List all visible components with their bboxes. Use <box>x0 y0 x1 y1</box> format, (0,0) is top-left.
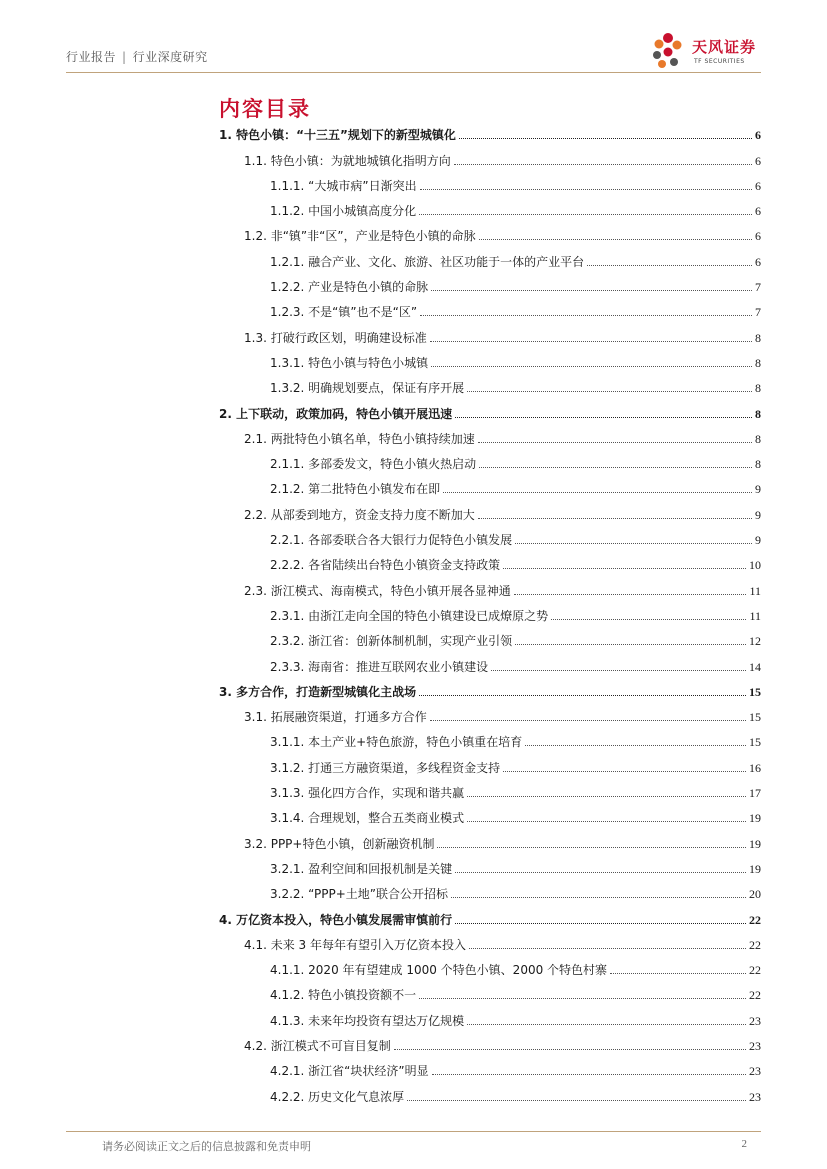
toc-entry-page: 22 <box>749 963 761 978</box>
toc-entry[interactable] <box>0 476 827 501</box>
toc-entry-label: 3.1. 拓展融资渠道，打通多方合作 <box>244 710 427 725</box>
toc-entry-label: 2.1.1. 多部委发文，特色小镇火热启动 <box>270 457 477 472</box>
toc-dot-leader <box>431 366 752 367</box>
toc-dot-leader <box>587 265 752 266</box>
toc-entry[interactable] <box>0 552 827 577</box>
toc-entry-label: 1. 特色小镇：“十三五”规划下的新型城镇化 <box>219 128 456 143</box>
toc-dot-leader <box>407 1100 746 1101</box>
toc-dot-leader <box>515 644 746 645</box>
toc-entry-label: 1.1. 特色小镇：为就地城镇化指明方向 <box>244 153 451 168</box>
toc-entry-label: 1.3.1. 特色小镇与特色小城镇 <box>270 355 429 370</box>
report-header <box>66 48 208 65</box>
toc-entry[interactable] <box>0 805 827 830</box>
toc-dot-leader <box>437 847 746 848</box>
header-rule <box>66 72 761 73</box>
toc-entry-label: 3.2.1. 盈利空间和回报机制是关键 <box>270 861 453 876</box>
toc-dot-leader <box>420 315 752 316</box>
toc-entry[interactable] <box>0 957 827 982</box>
toc-entry-page: 8 <box>755 406 761 421</box>
toc-entry[interactable] <box>0 780 827 805</box>
company-logo <box>648 30 768 74</box>
toc-dot-leader <box>394 1049 746 1050</box>
toc-entry-page: 11 <box>749 608 761 623</box>
toc-entry-label: 4.1.2. 特色小镇投资额不一 <box>270 988 417 1003</box>
toc-entry-page: 23 <box>749 1064 761 1079</box>
toc-entry-page: 17 <box>749 786 761 801</box>
toc-entry-label: 3.1.1. 本土产业+特色旅游，特色小镇重在培育 <box>270 735 523 750</box>
toc-entry[interactable] <box>0 173 827 198</box>
toc-entry-label: 4. 万亿资本投入，特色小镇发展需审慎前行 <box>219 912 453 927</box>
toc-entry[interactable] <box>0 830 827 855</box>
toc-entry[interactable] <box>0 603 827 628</box>
toc-dot-leader <box>478 442 752 443</box>
toc-entry-page: 19 <box>749 836 761 851</box>
toc-entry[interactable] <box>0 248 827 273</box>
toc-entry-label: 2.1. 两批特色小镇名单，特色小镇持续加速 <box>244 431 475 446</box>
toc-entry[interactable] <box>0 729 827 754</box>
toc-entry-label: 4.2.1. 浙江省“块状经济”明显 <box>270 1064 429 1079</box>
toc-dot-leader <box>479 239 752 240</box>
toc-entry-label: 2.2.2. 各省陆续出台特色小镇资金支持政策 <box>270 558 501 573</box>
toc-entry[interactable] <box>0 679 827 704</box>
toc-entry[interactable] <box>0 577 827 602</box>
toc-dot-leader <box>431 290 752 291</box>
logo-petal-icon <box>648 30 692 74</box>
toc-dot-leader <box>467 796 746 797</box>
toc-entry-label: 1.3. 打破行政区划，明确建设标准 <box>244 330 427 345</box>
logo-text-en: TF SECURITIES <box>694 58 745 65</box>
toc-entry-page: 6 <box>755 204 761 219</box>
toc-entry-label: 2.3.2. 浙江省：创新体制机制，实现产业引领 <box>270 634 513 649</box>
toc-entry[interactable] <box>0 1033 827 1058</box>
toc-entry-page: 6 <box>755 178 761 193</box>
toc-entry[interactable] <box>0 754 827 779</box>
toc-entry-label: 3.1.3. 强化四方合作，实现和谐共赢 <box>270 786 465 801</box>
toc-entry-label: 2.3.1. 由浙江走向全国的特色小镇建设已成燎原之势 <box>270 608 549 623</box>
toc-entry-page: 15 <box>749 735 761 750</box>
toc-entry-page: 8 <box>755 457 761 472</box>
toc-entry-label: 1.3.2. 明确规划要点，保证有序开展 <box>270 381 465 396</box>
toc-entry-page: 8 <box>755 381 761 396</box>
toc-entry-label: 2.3.3. 海南省：推进互联网农业小镇建设 <box>270 659 489 674</box>
toc-entry-page: 23 <box>749 1038 761 1053</box>
toc-dot-leader <box>430 720 746 721</box>
toc-entry[interactable] <box>0 198 827 223</box>
toc-entry[interactable] <box>0 147 827 172</box>
toc-entry-page: 15 <box>749 684 761 699</box>
toc-entry[interactable] <box>0 982 827 1007</box>
toc-entry-page: 8 <box>755 330 761 345</box>
toc-entry-page: 15 <box>749 710 761 725</box>
footer-disclaimer: 请务必阅读正文之后的信息披露和免责申明 <box>102 1140 311 1153</box>
toc-entry-page: 11 <box>749 583 761 598</box>
toc-entry-page: 6 <box>755 128 761 143</box>
table-of-contents <box>0 122 827 1109</box>
toc-entry-label: 1.2.2. 产业是特色小镇的命脉 <box>270 280 429 295</box>
toc-entry[interactable] <box>0 375 827 400</box>
toc-entry-label: 2.3. 浙江模式、海南模式，特色小镇开展各显神通 <box>244 583 511 598</box>
toc-entry-page: 9 <box>755 482 761 497</box>
toc-entry-label: 2.2. 从部委到地方，资金支持力度不断加大 <box>244 507 475 522</box>
toc-entry-page: 7 <box>755 280 761 295</box>
logo-text: 天风证券 <box>692 38 757 56</box>
toc-entry-label: 3.1.2. 打通三方融资渠道，多线程资金支持 <box>270 760 501 775</box>
toc-dot-leader <box>514 594 747 595</box>
toc-entry[interactable] <box>0 527 827 552</box>
toc-entry-page: 6 <box>755 229 761 244</box>
toc-entry[interactable] <box>0 122 827 147</box>
toc-entry-label: 2.2.1. 各部委联合各大银行力促特色小镇发展 <box>270 533 513 548</box>
toc-entry-page: 19 <box>749 811 761 826</box>
toc-entry[interactable] <box>0 1058 827 1083</box>
toc-dot-leader <box>469 948 746 949</box>
toc-entry-page: 10 <box>749 558 761 573</box>
toc-entry-page: 16 <box>749 760 761 775</box>
toc-entry-label: 3. 多方合作，打造新型城镇化主战场 <box>219 684 417 699</box>
toc-entry-page: 14 <box>749 659 761 674</box>
toc-entry-page: 6 <box>755 153 761 168</box>
toc-dot-leader <box>419 695 746 696</box>
toc-entry[interactable] <box>0 1083 827 1108</box>
toc-entry-page: 9 <box>755 533 761 548</box>
toc-entry-page: 23 <box>749 1013 761 1028</box>
toc-entry-label: 1.2.3. 不是“镇”也不是“区” <box>270 305 418 320</box>
footer-rule <box>66 1131 761 1132</box>
toc-dot-leader <box>551 619 746 620</box>
report-subcategory: 行业深度研究 <box>132 50 208 64</box>
toc-entry-label: 4.1.1. 2020 年有望建成 1000 个特色小镇、2000 个特色村寨 <box>270 963 608 978</box>
toc-entry-page: 8 <box>755 355 761 370</box>
toc-dot-leader <box>432 1074 746 1075</box>
toc-entry[interactable] <box>0 299 827 324</box>
toc-dot-leader <box>420 189 752 190</box>
toc-entry[interactable] <box>0 501 827 526</box>
toc-entry[interactable] <box>0 400 827 425</box>
toc-dot-leader <box>478 518 752 519</box>
toc-entry-label: 3.2. PPP+特色小镇，创新融资机制 <box>244 836 435 851</box>
toc-dot-leader <box>419 214 752 215</box>
toc-entry-label: 4.1.3. 未来年均投资有望达万亿规模 <box>270 1013 465 1028</box>
toc-entry-page: 20 <box>749 887 761 902</box>
toc-dot-leader <box>491 670 746 671</box>
toc-entry[interactable] <box>0 324 827 349</box>
toc-entry-label: 1.2. 非“镇”非“区”，产业是特色小镇的命脉 <box>244 229 476 244</box>
toc-entry-page: 9 <box>755 507 761 522</box>
page-number: 2 <box>741 1138 747 1150</box>
toc-entry-page: 22 <box>749 988 761 1003</box>
toc-entry-label: 4.2.2. 历史文化气息浓厚 <box>270 1089 405 1104</box>
toc-entry-label: 2. 上下联动，政策加码，特色小镇开展迅速 <box>219 406 453 421</box>
toc-entry[interactable] <box>0 881 827 906</box>
toc-entry-page: 22 <box>749 912 761 927</box>
toc-entry[interactable] <box>0 628 827 653</box>
toc-dot-leader <box>479 467 752 468</box>
toc-entry-page: 19 <box>749 861 761 876</box>
toc-dot-leader <box>419 998 746 999</box>
toc-dot-leader <box>467 1024 746 1025</box>
toc-entry-label: 3.2.2. “PPP+土地”联合公开招标 <box>270 887 448 902</box>
toc-dot-leader <box>467 391 752 392</box>
toc-dot-leader <box>455 872 746 873</box>
toc-entry-label: 1.1.1. “大城市病”日渐突出 <box>270 178 417 193</box>
toc-entry-page: 22 <box>749 937 761 952</box>
toc-dot-leader <box>454 164 752 165</box>
toc-entry-label: 1.1.2. 中国小城镇高度分化 <box>270 204 417 219</box>
toc-entry[interactable] <box>0 350 827 375</box>
toc-entry[interactable] <box>0 274 827 299</box>
toc-dot-leader <box>430 341 752 342</box>
toc-entry-page: 8 <box>755 431 761 446</box>
toc-entry-label: 2.1.2. 第二批特色小镇发布在即 <box>270 482 441 497</box>
toc-dot-leader <box>443 492 752 493</box>
toc-entry[interactable] <box>0 1007 827 1032</box>
toc-dot-leader <box>467 821 746 822</box>
toc-entry[interactable] <box>0 906 827 931</box>
toc-title: 内容目录 <box>219 97 311 121</box>
toc-dot-leader <box>455 923 746 924</box>
toc-dot-leader <box>503 771 746 772</box>
toc-dot-leader <box>515 543 752 544</box>
toc-dot-leader <box>455 417 752 418</box>
toc-dot-leader <box>525 745 746 746</box>
toc-dot-leader <box>610 973 746 974</box>
toc-dot-leader <box>451 897 746 898</box>
toc-entry[interactable] <box>0 704 827 729</box>
toc-entry-label: 4.1. 未来 3 年每年有望引入万亿资本投入 <box>244 937 466 952</box>
toc-entry[interactable] <box>0 856 827 881</box>
toc-entry-label: 3.1.4. 合理规划，整合五类商业模式 <box>270 811 465 826</box>
toc-entry-page: 23 <box>749 1089 761 1104</box>
toc-entry[interactable] <box>0 451 827 476</box>
header-separator: | <box>122 50 127 64</box>
report-category: 行业报告 <box>66 50 117 64</box>
toc-dot-leader <box>459 138 752 139</box>
toc-entry-page: 6 <box>755 254 761 269</box>
toc-entry-label: 4.2. 浙江模式不可盲目复制 <box>244 1038 391 1053</box>
toc-entry[interactable] <box>0 653 827 678</box>
toc-entry-page: 12 <box>749 634 761 649</box>
toc-entry[interactable] <box>0 932 827 957</box>
toc-entry-label: 1.2.1. 融合产业、文化、旅游、社区功能于一体的产业平台 <box>270 254 585 269</box>
toc-dot-leader <box>503 568 746 569</box>
toc-entry[interactable] <box>0 426 827 451</box>
toc-entry-page: 7 <box>755 305 761 320</box>
toc-entry[interactable] <box>0 223 827 248</box>
